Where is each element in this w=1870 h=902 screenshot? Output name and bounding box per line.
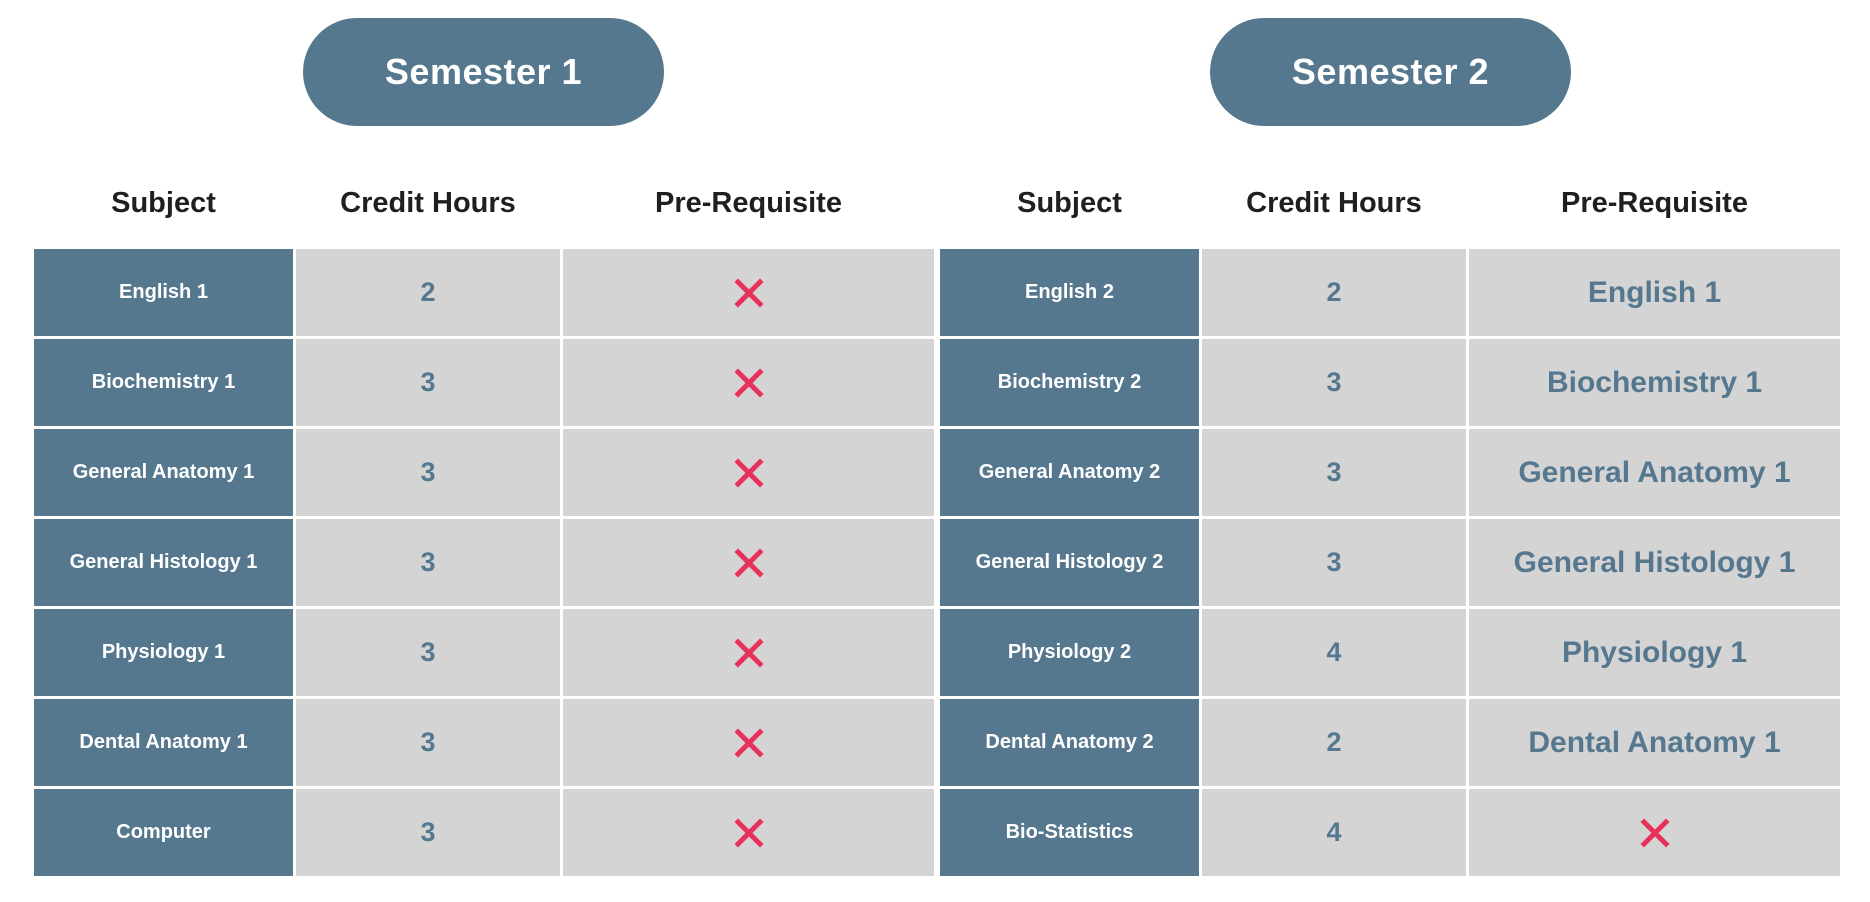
prerequisite-cell	[563, 789, 934, 876]
semester-2-header-row	[940, 175, 1840, 231]
prerequisite-cell	[563, 249, 934, 336]
prerequisite-cell: English 1	[1469, 249, 1840, 336]
cross-icon	[1639, 817, 1671, 849]
table-row	[34, 519, 934, 606]
credit-hours-cell: 2	[1202, 249, 1466, 336]
credit-hours-cell: 2	[1202, 699, 1466, 786]
table-row	[940, 609, 1840, 696]
prerequisite-header: Pre-Requisite	[1561, 186, 1748, 219]
semester-1-header-row	[34, 175, 934, 231]
prerequisite-cell	[563, 519, 934, 606]
subject-cell: General Histology 1	[34, 519, 293, 606]
prerequisite-cell: Biochemistry 1	[1469, 339, 1840, 426]
cross-icon	[733, 367, 765, 399]
subject-cell: General Anatomy 2	[940, 429, 1199, 516]
semester-1-table	[34, 249, 934, 879]
subject-cell: Dental Anatomy 1	[34, 699, 293, 786]
semester-1-title: Semester 1	[303, 18, 664, 126]
subject-cell: General Histology 2	[940, 519, 1199, 606]
credit-hours-cell: 3	[1202, 339, 1466, 426]
subject-cell: English 1	[34, 249, 293, 336]
table-row	[940, 339, 1840, 426]
credit-hours-cell: 3	[296, 699, 560, 786]
table-row	[940, 789, 1840, 876]
cross-icon	[733, 817, 765, 849]
credit-hours-cell: 2	[296, 249, 560, 336]
subject-cell: General Anatomy 1	[34, 429, 293, 516]
table-row	[34, 609, 934, 696]
cross-icon	[733, 547, 765, 579]
prerequisite-cell: General Anatomy 1	[1469, 429, 1840, 516]
table-row	[940, 699, 1840, 786]
table-row	[34, 699, 934, 786]
credit-hours-cell: 3	[1202, 429, 1466, 516]
subject-cell: Biochemistry 1	[34, 339, 293, 426]
table-row	[940, 429, 1840, 516]
prerequisite-cell	[1469, 789, 1840, 876]
cross-icon	[733, 637, 765, 669]
prerequisite-header: Pre-Requisite	[655, 186, 842, 219]
prerequisite-cell	[563, 339, 934, 426]
prerequisite-cell	[563, 699, 934, 786]
cross-icon	[733, 727, 765, 759]
cross-icon	[733, 457, 765, 489]
subject-cell: Physiology 2	[940, 609, 1199, 696]
prerequisite-cell: General Histology 1	[1469, 519, 1840, 606]
credit-hours-header: Credit Hours	[1246, 186, 1422, 219]
prerequisite-cell	[563, 609, 934, 696]
subject-cell: Computer	[34, 789, 293, 876]
subject-cell: Bio-Statistics	[940, 789, 1199, 876]
credit-hours-header: Credit Hours	[340, 186, 516, 219]
credit-hours-cell: 3	[296, 609, 560, 696]
prerequisite-cell	[563, 429, 934, 516]
table-row	[34, 429, 934, 516]
cross-icon	[733, 277, 765, 309]
subject-header: Subject	[1017, 186, 1122, 219]
table-row	[940, 249, 1840, 336]
table-row	[34, 339, 934, 426]
prerequisite-cell: Dental Anatomy 1	[1469, 699, 1840, 786]
subject-cell: Dental Anatomy 2	[940, 699, 1199, 786]
subject-header: Subject	[111, 186, 216, 219]
table-row	[940, 519, 1840, 606]
credit-hours-cell: 3	[296, 519, 560, 606]
credit-hours-cell: 3	[1202, 519, 1466, 606]
credit-hours-cell: 3	[296, 429, 560, 516]
semester-2-table	[940, 249, 1840, 879]
subject-cell: Biochemistry 2	[940, 339, 1199, 426]
subject-cell: English 2	[940, 249, 1199, 336]
subject-cell: Physiology 1	[34, 609, 293, 696]
table-row	[34, 789, 934, 876]
semester-2-title: Semester 2	[1210, 18, 1571, 126]
credit-hours-cell: 3	[296, 789, 560, 876]
table-row	[34, 249, 934, 336]
credit-hours-cell: 4	[1202, 789, 1466, 876]
prerequisite-cell: Physiology 1	[1469, 609, 1840, 696]
credit-hours-cell: 3	[296, 339, 560, 426]
credit-hours-cell: 4	[1202, 609, 1466, 696]
